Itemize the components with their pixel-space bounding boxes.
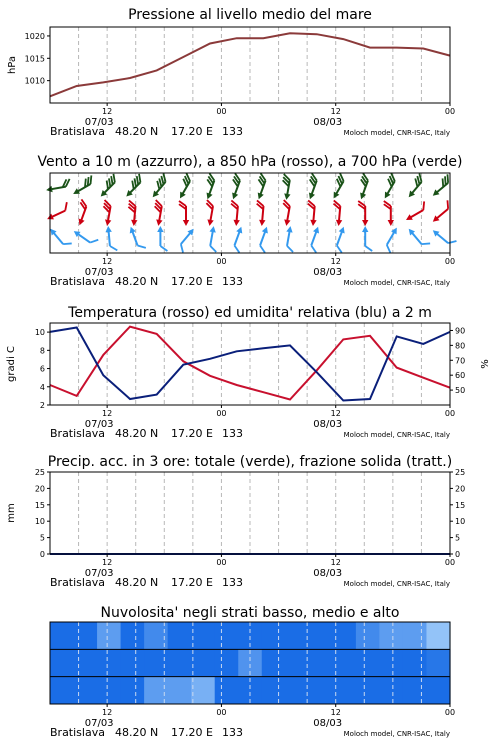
- wind-barb: [127, 200, 139, 226]
- y-tick-label: 6: [39, 364, 45, 374]
- cloud-cell: [285, 677, 309, 704]
- cloud-cell: [50, 622, 74, 649]
- x-tick-label: 12: [330, 558, 341, 567]
- location-info: [50, 576, 243, 589]
- x-tick-label: 00: [444, 558, 456, 567]
- wind-barb: [403, 174, 427, 200]
- wind-barb: [406, 224, 430, 250]
- wind-barb: [403, 201, 430, 222]
- wind-barb: [45, 179, 71, 193]
- y-tick-label-right: 20: [455, 484, 466, 494]
- wind-barb: [128, 224, 146, 251]
- wind-barb: [279, 200, 293, 226]
- cloud-cell: [215, 677, 239, 704]
- cloud-cell: [168, 649, 192, 676]
- panel-title: Vento a 10 m (azzurro), a 850 hPa (rosso), a 700 hPa (verde): [37, 154, 463, 170]
- wind-barb: [328, 173, 349, 200]
- wind-barb: [147, 174, 171, 200]
- location-lon: 17.20 E: [171, 726, 213, 739]
- cloud-cell: [285, 622, 309, 649]
- y-tick-label: 25: [34, 468, 45, 477]
- model-credit: Moloch model, CNR-ISAC, Italy: [343, 730, 450, 738]
- y-tick-label: 1015: [24, 54, 45, 64]
- location-elevation: 133: [222, 275, 243, 288]
- cloud-cell: [403, 677, 427, 704]
- cloud-cell: [74, 649, 98, 676]
- wind-barb: [255, 226, 273, 253]
- cloud-cell: [403, 622, 427, 649]
- wind-barb: [151, 200, 165, 226]
- panel-title: Pressione al livello medio del mare: [128, 7, 372, 23]
- wind-barb: [73, 199, 91, 226]
- cloud-cell: [121, 649, 145, 676]
- x-tick-label: 12: [330, 708, 341, 717]
- wind-barb: [379, 173, 400, 200]
- wind-barb: [362, 226, 372, 251]
- wind-barb: [203, 200, 217, 226]
- wind-barb: [252, 173, 270, 200]
- y-axis-label: gradi C: [6, 346, 17, 382]
- wind-barb: [100, 200, 114, 226]
- plot-frame: [50, 323, 450, 405]
- location-info: [50, 726, 243, 739]
- date-label: 08/03: [313, 419, 343, 430]
- cloud-cell: [309, 622, 333, 649]
- wind-barb: [279, 174, 293, 200]
- y-tick-label-right: 50: [455, 386, 466, 396]
- panel-title: Temperatura (rosso) ed umidita' relativa (blu) a 2 m: [68, 305, 432, 321]
- location-lat: 48.20 N: [115, 275, 159, 288]
- wind-barb: [48, 224, 72, 250]
- cloud-cell: [74, 622, 98, 649]
- wind-barb: [358, 201, 368, 226]
- y-tick-label-right: 5: [455, 533, 461, 543]
- cloud-cell: [262, 677, 286, 704]
- y-tick-label-right: 70: [455, 356, 466, 366]
- date-label: 07/03: [84, 117, 114, 128]
- cloud-cell: [168, 677, 192, 704]
- cloud-cell: [121, 622, 145, 649]
- location-elevation: 133: [222, 125, 243, 138]
- location-elevation: 133: [222, 576, 243, 589]
- location-info: [50, 427, 243, 440]
- x-tick-label: 00: [216, 257, 227, 266]
- date-label: 07/03: [84, 267, 114, 278]
- location-lon: 17.20 E: [171, 427, 213, 440]
- wind-barb: [206, 226, 220, 252]
- location-lon: 17.20 E: [171, 576, 213, 589]
- date-label: 07/03: [84, 419, 114, 430]
- wind-barb: [332, 200, 344, 226]
- wind-barb: [382, 226, 403, 253]
- y-tick-label: 10: [34, 517, 45, 527]
- x-tick-label: 12: [102, 257, 113, 266]
- y-tick-label: 0: [39, 550, 45, 559]
- y-tick-label: 20: [34, 484, 45, 494]
- wind-barb: [230, 226, 248, 253]
- cloud-cell: [356, 622, 380, 649]
- wind-barb: [307, 226, 325, 253]
- cloud-cell: [426, 622, 450, 649]
- date-label: 08/03: [313, 568, 343, 579]
- location-lat: 48.20 N: [115, 427, 159, 440]
- y-tick-label-right: 25: [455, 468, 466, 477]
- wind-barb: [332, 226, 350, 253]
- cloud-cell: [426, 677, 450, 704]
- x-tick-label: 00: [216, 409, 227, 418]
- y-tick-label: 10: [34, 328, 45, 338]
- wind-barb: [355, 173, 373, 200]
- x-tick-label: 00: [444, 708, 456, 717]
- cloud-cell: [191, 677, 215, 704]
- y-axis-label-right: %: [480, 359, 491, 369]
- y-tick-label: 4: [39, 382, 45, 392]
- wind-barb: [157, 226, 167, 251]
- y-tick-label-right: 10: [455, 517, 466, 527]
- location-info: [50, 125, 243, 138]
- wind-barb: [121, 174, 146, 199]
- location-lat: 48.20 N: [115, 576, 159, 589]
- date-label: 08/03: [313, 117, 343, 128]
- plot-frame: [50, 472, 450, 554]
- x-tick-label: 00: [444, 257, 456, 266]
- cloud-cell: [356, 649, 380, 676]
- x-tick-label: 12: [102, 409, 113, 418]
- y-tick-label: 1010: [24, 76, 45, 86]
- location-lat: 48.20 N: [115, 726, 159, 739]
- cloud-cell: [262, 622, 286, 649]
- x-tick-label: 00: [444, 409, 456, 418]
- cloud-cell: [97, 622, 121, 649]
- location-elevation: 133: [222, 427, 243, 440]
- cloud-cell: [215, 622, 239, 649]
- y-tick-label-right: 15: [455, 500, 466, 510]
- y-axis-label: hPa: [7, 55, 18, 75]
- x-tick-label: 12: [102, 708, 113, 717]
- x-tick-label: 00: [216, 558, 227, 567]
- cloud-cell: [215, 649, 239, 676]
- wind-barb: [303, 173, 321, 200]
- cloud-cell: [191, 649, 215, 676]
- model-credit: Moloch model, CNR-ISAC, Italy: [343, 129, 450, 137]
- cloud-cell: [74, 677, 98, 704]
- y-tick-label: 2: [39, 401, 45, 410]
- wind-barb: [174, 173, 195, 200]
- cloud-cell: [191, 622, 215, 649]
- x-tick-label: 12: [330, 257, 341, 266]
- location-lat: 48.20 N: [115, 125, 159, 138]
- wind-barb: [283, 226, 297, 252]
- location-info: [50, 275, 243, 288]
- y-tick-label-right: 90: [455, 326, 466, 336]
- model-credit: Moloch model, CNR-ISAC, Italy: [343, 279, 450, 287]
- x-tick-label: 12: [102, 558, 113, 567]
- x-tick-label: 12: [330, 107, 341, 116]
- cloud-cell: [379, 649, 403, 676]
- wind-barb: [44, 202, 71, 222]
- wind-barb: [175, 227, 199, 253]
- y-tick-label: 8: [39, 346, 45, 356]
- model-credit: Moloch model, CNR-ISAC, Italy: [343, 580, 450, 588]
- location-lon: 17.20 E: [171, 125, 213, 138]
- location-lon: 17.20 E: [171, 275, 213, 288]
- wind-barb: [227, 173, 245, 200]
- cloud-cell: [285, 649, 309, 676]
- y-tick-label: 15: [34, 500, 45, 510]
- wind-barb: [201, 173, 219, 200]
- cloud-cell: [309, 649, 333, 676]
- panel-title: Nuvolosita' negli strati basso, medio e alto: [100, 605, 400, 621]
- y-tick-label: 5: [39, 533, 45, 543]
- cloud-cell: [50, 649, 74, 676]
- location-name: Bratislava: [50, 125, 105, 138]
- location-name: Bratislava: [50, 726, 105, 739]
- cloud-cell: [262, 649, 286, 676]
- y-tick-label-right: 80: [455, 341, 466, 351]
- x-tick-label: 00: [216, 708, 227, 717]
- wind-barb: [255, 200, 267, 226]
- date-label: 08/03: [313, 718, 343, 729]
- location-name: Bratislava: [50, 427, 105, 440]
- wind-barb: [179, 201, 189, 226]
- location-name: Bratislava: [50, 275, 105, 288]
- x-tick-label: 00: [444, 107, 456, 116]
- cloud-cell: [426, 649, 450, 676]
- y-tick-label: 1020: [24, 31, 45, 41]
- wind-barb: [72, 225, 98, 248]
- cloud-cell: [50, 677, 74, 704]
- cloud-cell: [356, 677, 380, 704]
- cloud-cell: [379, 677, 403, 704]
- cloud-cell: [309, 677, 333, 704]
- cloud-cell: [97, 649, 121, 676]
- date-label: 07/03: [84, 718, 114, 729]
- x-tick-label: 12: [330, 409, 341, 418]
- cloud-cell: [403, 649, 427, 676]
- wind-barb: [70, 175, 97, 196]
- cloud-cell: [121, 677, 145, 704]
- wind-barb: [306, 200, 318, 226]
- panel-title: Precip. acc. in 3 ore: totale (verde), frazione solida (tratt.): [47, 454, 453, 470]
- wind-barb: [431, 225, 457, 249]
- y-tick-label-right: 0: [455, 550, 461, 559]
- model-credit: Moloch model, CNR-ISAC, Italy: [343, 431, 450, 439]
- wind-row-10-m: [48, 224, 457, 252]
- wind-barb: [96, 174, 121, 199]
- date-label: 08/03: [313, 267, 343, 278]
- cloud-cell: [379, 622, 403, 649]
- y-axis-label: mm: [6, 503, 17, 523]
- wind-barb: [229, 200, 241, 226]
- location-name: Bratislava: [50, 576, 105, 589]
- location-elevation: 133: [222, 726, 243, 739]
- date-label: 07/03: [84, 568, 114, 579]
- x-tick-label: 00: [216, 107, 227, 116]
- cloud-cell: [168, 622, 192, 649]
- cloud-cell: [97, 677, 121, 704]
- y-tick-label-right: 60: [455, 371, 466, 381]
- x-tick-label: 12: [102, 107, 113, 116]
